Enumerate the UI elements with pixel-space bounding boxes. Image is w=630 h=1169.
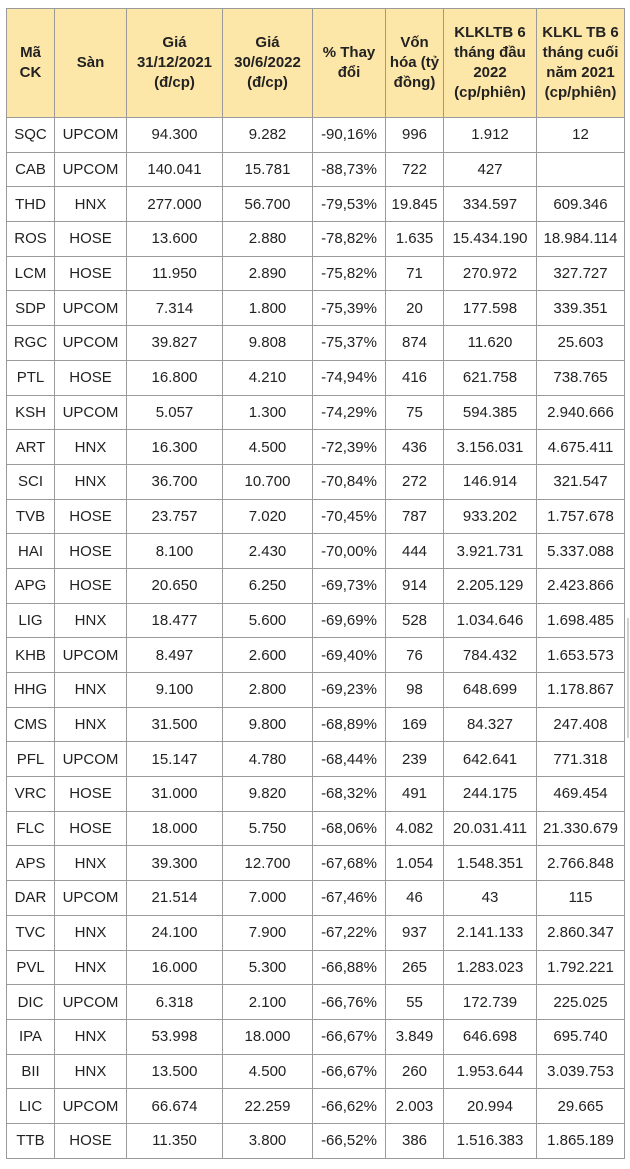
cell-ticker: LCM — [7, 256, 55, 291]
cell-volume-h1-2022: 177.598 — [444, 291, 537, 326]
cell-exchange: HNX — [55, 707, 127, 742]
cell-ticker: LIG — [7, 603, 55, 638]
cell-market-cap: 3.849 — [386, 1019, 444, 1054]
cell-volume-h2-2021: 12 — [537, 118, 625, 153]
cell-market-cap: 436 — [386, 430, 444, 465]
cell-ticker: CMS — [7, 707, 55, 742]
cell-exchange: HOSE — [55, 360, 127, 395]
cell-volume-h1-2022: 621.758 — [444, 360, 537, 395]
cell-price-2021: 21.514 — [127, 881, 223, 916]
cell-volume-h2-2021: 225.025 — [537, 985, 625, 1020]
cell-market-cap: 722 — [386, 152, 444, 187]
cell-exchange: HNX — [55, 464, 127, 499]
cell-market-cap: 20 — [386, 291, 444, 326]
cell-volume-h1-2022: 594.385 — [444, 395, 537, 430]
table-row — [7, 222, 625, 257]
cell-volume-h2-2021: 4.675.411 — [537, 430, 625, 465]
cell-price-2022: 9.808 — [223, 326, 313, 361]
cell-exchange: HNX — [55, 673, 127, 708]
cell-price-2022: 1.300 — [223, 395, 313, 430]
header-ticker: Mã CK — [7, 9, 55, 118]
cell-change: -66,52% — [313, 1123, 386, 1158]
cell-price-2022: 9.820 — [223, 777, 313, 812]
cell-change: -70,84% — [313, 464, 386, 499]
cell-volume-h2-2021: 321.547 — [537, 464, 625, 499]
cell-price-2022: 9.800 — [223, 707, 313, 742]
cell-volume-h1-2022: 3.921.731 — [444, 534, 537, 569]
cell-volume-h1-2022: 270.972 — [444, 256, 537, 291]
cell-change: -66,67% — [313, 1054, 386, 1089]
cell-volume-h1-2022: 642.641 — [444, 742, 537, 777]
cell-volume-h1-2022: 172.739 — [444, 985, 537, 1020]
cell-exchange: UPCOM — [55, 638, 127, 673]
cell-volume-h2-2021: 1.757.678 — [537, 499, 625, 534]
cell-volume-h1-2022: 146.914 — [444, 464, 537, 499]
table-row — [7, 950, 625, 985]
cell-price-2022: 4.500 — [223, 1054, 313, 1089]
cell-price-2022: 2.600 — [223, 638, 313, 673]
cell-price-2022: 9.282 — [223, 118, 313, 153]
cell-price-2022: 15.781 — [223, 152, 313, 187]
cell-volume-h2-2021: 1.865.189 — [537, 1123, 625, 1158]
cell-exchange: UPCOM — [55, 395, 127, 430]
cell-price-2022: 2.430 — [223, 534, 313, 569]
cell-price-2021: 36.700 — [127, 464, 223, 499]
cell-volume-h1-2022: 20.031.411 — [444, 811, 537, 846]
cell-ticker: VRC — [7, 777, 55, 812]
cell-price-2021: 24.100 — [127, 915, 223, 950]
table-row — [7, 811, 625, 846]
cell-volume-h2-2021: 771.318 — [537, 742, 625, 777]
cell-price-2021: 31.000 — [127, 777, 223, 812]
cell-ticker: DIC — [7, 985, 55, 1020]
cell-market-cap: 914 — [386, 568, 444, 603]
cell-market-cap: 2.003 — [386, 1089, 444, 1124]
cell-market-cap: 528 — [386, 603, 444, 638]
cell-price-2021: 5.057 — [127, 395, 223, 430]
cell-volume-h2-2021: 738.765 — [537, 360, 625, 395]
cell-price-2021: 16.800 — [127, 360, 223, 395]
cell-volume-h2-2021: 29.665 — [537, 1089, 625, 1124]
cell-ticker: APS — [7, 846, 55, 881]
cell-change: -70,45% — [313, 499, 386, 534]
cell-exchange: UPCOM — [55, 985, 127, 1020]
cell-market-cap: 787 — [386, 499, 444, 534]
cell-change: -69,73% — [313, 568, 386, 603]
cell-price-2021: 39.300 — [127, 846, 223, 881]
cell-ticker: BII — [7, 1054, 55, 1089]
cell-price-2022: 6.250 — [223, 568, 313, 603]
cell-market-cap: 996 — [386, 118, 444, 153]
cell-volume-h1-2022: 43 — [444, 881, 537, 916]
cell-volume-h1-2022: 2.141.133 — [444, 915, 537, 950]
cell-ticker: APG — [7, 568, 55, 603]
cell-market-cap: 937 — [386, 915, 444, 950]
cell-ticker: KSH — [7, 395, 55, 430]
cell-change: -75,82% — [313, 256, 386, 291]
cell-ticker: SCI — [7, 464, 55, 499]
cell-price-2021: 39.827 — [127, 326, 223, 361]
table-row — [7, 326, 625, 361]
cell-exchange: HNX — [55, 430, 127, 465]
cell-ticker: HAI — [7, 534, 55, 569]
cell-volume-h1-2022: 15.434.190 — [444, 222, 537, 257]
cell-market-cap: 260 — [386, 1054, 444, 1089]
cell-exchange: HOSE — [55, 222, 127, 257]
cell-volume-h2-2021: 327.727 — [537, 256, 625, 291]
cell-price-2022: 5.600 — [223, 603, 313, 638]
cell-volume-h2-2021: 469.454 — [537, 777, 625, 812]
cell-exchange: HNX — [55, 603, 127, 638]
cell-volume-h2-2021: 2.766.848 — [537, 846, 625, 881]
cell-exchange: UPCOM — [55, 881, 127, 916]
cell-change: -69,23% — [313, 673, 386, 708]
cell-price-2021: 16.300 — [127, 430, 223, 465]
cell-price-2021: 9.100 — [127, 673, 223, 708]
cell-price-2021: 11.350 — [127, 1123, 223, 1158]
cell-change: -72,39% — [313, 430, 386, 465]
cell-exchange: HOSE — [55, 568, 127, 603]
cell-price-2021: 277.000 — [127, 187, 223, 222]
cell-ticker: IPA — [7, 1019, 55, 1054]
cell-change: -69,40% — [313, 638, 386, 673]
cell-volume-h1-2022: 11.620 — [444, 326, 537, 361]
cell-market-cap: 265 — [386, 950, 444, 985]
table-row — [7, 568, 625, 603]
cell-ticker: RGC — [7, 326, 55, 361]
table-row — [7, 915, 625, 950]
cell-price-2021: 15.147 — [127, 742, 223, 777]
cell-ticker: PTL — [7, 360, 55, 395]
cell-volume-h1-2022: 1.516.383 — [444, 1123, 537, 1158]
cell-volume-h2-2021: 5.337.088 — [537, 534, 625, 569]
cell-volume-h1-2022: 2.205.129 — [444, 568, 537, 603]
header-exchange: Sàn — [55, 9, 127, 118]
header-volume-h2-2021: KLKL TB 6 tháng cuối năm 2021 (cp/phiên) — [537, 9, 625, 118]
cell-ticker: TVB — [7, 499, 55, 534]
cell-volume-h2-2021: 2.940.666 — [537, 395, 625, 430]
table-row — [7, 881, 625, 916]
cell-market-cap: 19.845 — [386, 187, 444, 222]
cell-exchange: HOSE — [55, 1123, 127, 1158]
cell-market-cap: 491 — [386, 777, 444, 812]
cell-price-2021: 53.998 — [127, 1019, 223, 1054]
table-row — [7, 603, 625, 638]
table-row — [7, 152, 625, 187]
cell-market-cap: 416 — [386, 360, 444, 395]
cell-ticker: KHB — [7, 638, 55, 673]
cell-market-cap: 1.054 — [386, 846, 444, 881]
cell-exchange: HNX — [55, 846, 127, 881]
cell-price-2021: 16.000 — [127, 950, 223, 985]
cell-ticker: TTB — [7, 1123, 55, 1158]
cell-volume-h2-2021: 3.039.753 — [537, 1054, 625, 1089]
cell-volume-h2-2021: 1.792.221 — [537, 950, 625, 985]
cell-ticker: ROS — [7, 222, 55, 257]
cell-ticker: SDP — [7, 291, 55, 326]
cell-volume-h1-2022: 1.912 — [444, 118, 537, 153]
cell-market-cap: 874 — [386, 326, 444, 361]
table-row — [7, 1123, 625, 1158]
table-row — [7, 430, 625, 465]
stock-decline-table — [6, 8, 625, 1159]
cell-price-2021: 11.950 — [127, 256, 223, 291]
cell-price-2022: 7.020 — [223, 499, 313, 534]
cell-volume-h2-2021: 18.984.114 — [537, 222, 625, 257]
cell-volume-h2-2021: 1.178.867 — [537, 673, 625, 708]
cell-volume-h2-2021: 1.698.485 — [537, 603, 625, 638]
cell-change: -68,44% — [313, 742, 386, 777]
cell-ticker: HHG — [7, 673, 55, 708]
cell-price-2022: 2.890 — [223, 256, 313, 291]
cell-exchange: HOSE — [55, 777, 127, 812]
cell-market-cap: 444 — [386, 534, 444, 569]
cell-price-2022: 22.259 — [223, 1089, 313, 1124]
cell-change: -67,22% — [313, 915, 386, 950]
cell-change: -68,89% — [313, 707, 386, 742]
cell-market-cap: 1.635 — [386, 222, 444, 257]
cell-price-2021: 66.674 — [127, 1089, 223, 1124]
cell-price-2022: 2.880 — [223, 222, 313, 257]
cell-price-2021: 94.300 — [127, 118, 223, 153]
cell-exchange: UPCOM — [55, 118, 127, 153]
table-row — [7, 187, 625, 222]
scroll-edge-line — [627, 618, 629, 738]
cell-change: -78,82% — [313, 222, 386, 257]
cell-volume-h1-2022: 334.597 — [444, 187, 537, 222]
cell-change: -90,16% — [313, 118, 386, 153]
cell-exchange: HNX — [55, 187, 127, 222]
cell-price-2022: 7.900 — [223, 915, 313, 950]
cell-price-2021: 140.041 — [127, 152, 223, 187]
table-row — [7, 464, 625, 499]
cell-price-2022: 4.500 — [223, 430, 313, 465]
cell-change: -66,88% — [313, 950, 386, 985]
cell-change: -68,06% — [313, 811, 386, 846]
cell-market-cap: 239 — [386, 742, 444, 777]
cell-market-cap: 46 — [386, 881, 444, 916]
table-row — [7, 1089, 625, 1124]
cell-market-cap: 75 — [386, 395, 444, 430]
cell-ticker: ART — [7, 430, 55, 465]
cell-price-2021: 8.100 — [127, 534, 223, 569]
header-price-2022: Giá 30/6/2022 (đ/cp) — [223, 9, 313, 118]
cell-exchange: UPCOM — [55, 1089, 127, 1124]
cell-volume-h1-2022: 933.202 — [444, 499, 537, 534]
cell-ticker: CAB — [7, 152, 55, 187]
cell-ticker: FLC — [7, 811, 55, 846]
cell-volume-h2-2021: 339.351 — [537, 291, 625, 326]
cell-price-2021: 6.318 — [127, 985, 223, 1020]
cell-change: -66,67% — [313, 1019, 386, 1054]
cell-change: -67,46% — [313, 881, 386, 916]
cell-change: -70,00% — [313, 534, 386, 569]
table-row — [7, 777, 625, 812]
cell-price-2022: 7.000 — [223, 881, 313, 916]
cell-volume-h1-2022: 646.698 — [444, 1019, 537, 1054]
cell-market-cap: 55 — [386, 985, 444, 1020]
cell-volume-h1-2022: 427 — [444, 152, 537, 187]
cell-market-cap: 272 — [386, 464, 444, 499]
cell-change: -75,39% — [313, 291, 386, 326]
cell-price-2021: 31.500 — [127, 707, 223, 742]
header-price-2021: Giá 31/12/2021 (đ/cp) — [127, 9, 223, 118]
table-row — [7, 742, 625, 777]
cell-price-2021: 13.500 — [127, 1054, 223, 1089]
table-row — [7, 638, 625, 673]
table-row — [7, 395, 625, 430]
cell-price-2021: 18.477 — [127, 603, 223, 638]
cell-volume-h2-2021: 247.408 — [537, 707, 625, 742]
cell-volume-h2-2021: 609.346 — [537, 187, 625, 222]
cell-market-cap: 169 — [386, 707, 444, 742]
cell-volume-h2-2021: 1.653.573 — [537, 638, 625, 673]
cell-exchange: HOSE — [55, 534, 127, 569]
cell-change: -79,53% — [313, 187, 386, 222]
table-row — [7, 673, 625, 708]
header-volume-h1-2022: KLKLTB 6 tháng đầu 2022 (cp/phiên) — [444, 9, 537, 118]
cell-price-2022: 10.700 — [223, 464, 313, 499]
header-row — [7, 9, 625, 118]
cell-exchange: HOSE — [55, 256, 127, 291]
table-row — [7, 707, 625, 742]
table-row — [7, 256, 625, 291]
cell-price-2021: 7.314 — [127, 291, 223, 326]
cell-change: -69,69% — [313, 603, 386, 638]
cell-market-cap: 386 — [386, 1123, 444, 1158]
cell-volume-h2-2021: 25.603 — [537, 326, 625, 361]
cell-price-2022: 2.800 — [223, 673, 313, 708]
cell-exchange: HNX — [55, 1054, 127, 1089]
table-row — [7, 1019, 625, 1054]
cell-exchange: UPCOM — [55, 326, 127, 361]
cell-change: -74,94% — [313, 360, 386, 395]
cell-change: -66,76% — [313, 985, 386, 1020]
table-row — [7, 534, 625, 569]
cell-ticker: DAR — [7, 881, 55, 916]
cell-volume-h1-2022: 244.175 — [444, 777, 537, 812]
cell-volume-h1-2022: 1.548.351 — [444, 846, 537, 881]
cell-exchange: UPCOM — [55, 152, 127, 187]
cell-exchange: UPCOM — [55, 742, 127, 777]
cell-market-cap: 4.082 — [386, 811, 444, 846]
cell-ticker: TVC — [7, 915, 55, 950]
cell-volume-h2-2021 — [537, 152, 625, 187]
cell-change: -68,32% — [313, 777, 386, 812]
cell-exchange: HOSE — [55, 499, 127, 534]
cell-change: -67,68% — [313, 846, 386, 881]
cell-volume-h1-2022: 20.994 — [444, 1089, 537, 1124]
cell-volume-h1-2022: 648.699 — [444, 673, 537, 708]
cell-ticker: THD — [7, 187, 55, 222]
table-body — [7, 118, 625, 1159]
table-row — [7, 118, 625, 153]
cell-volume-h1-2022: 784.432 — [444, 638, 537, 673]
cell-price-2022: 4.780 — [223, 742, 313, 777]
cell-price-2022: 3.800 — [223, 1123, 313, 1158]
cell-volume-h2-2021: 21.330.679 — [537, 811, 625, 846]
cell-ticker: SQC — [7, 118, 55, 153]
cell-exchange: UPCOM — [55, 291, 127, 326]
cell-change: -88,73% — [313, 152, 386, 187]
cell-market-cap: 76 — [386, 638, 444, 673]
table-row — [7, 1054, 625, 1089]
cell-price-2022: 2.100 — [223, 985, 313, 1020]
cell-volume-h2-2021: 2.423.866 — [537, 568, 625, 603]
cell-price-2021: 8.497 — [127, 638, 223, 673]
table-row — [7, 360, 625, 395]
cell-price-2022: 5.300 — [223, 950, 313, 985]
cell-price-2021: 20.650 — [127, 568, 223, 603]
cell-price-2022: 4.210 — [223, 360, 313, 395]
cell-volume-h2-2021: 115 — [537, 881, 625, 916]
cell-change: -74,29% — [313, 395, 386, 430]
cell-market-cap: 98 — [386, 673, 444, 708]
cell-volume-h1-2022: 3.156.031 — [444, 430, 537, 465]
cell-volume-h1-2022: 1.034.646 — [444, 603, 537, 638]
cell-exchange: HNX — [55, 950, 127, 985]
cell-ticker: LIC — [7, 1089, 55, 1124]
cell-exchange: HNX — [55, 1019, 127, 1054]
cell-price-2021: 13.600 — [127, 222, 223, 257]
header-market-cap: Vốn hóa (tỷ đồng) — [386, 9, 444, 118]
cell-volume-h2-2021: 695.740 — [537, 1019, 625, 1054]
cell-price-2022: 56.700 — [223, 187, 313, 222]
table-row — [7, 291, 625, 326]
cell-market-cap: 71 — [386, 256, 444, 291]
cell-change: -66,62% — [313, 1089, 386, 1124]
cell-price-2022: 5.750 — [223, 811, 313, 846]
cell-change: -75,37% — [313, 326, 386, 361]
cell-price-2022: 18.000 — [223, 1019, 313, 1054]
cell-price-2021: 18.000 — [127, 811, 223, 846]
cell-price-2021: 23.757 — [127, 499, 223, 534]
header-change: % Thay đổi — [313, 9, 386, 118]
cell-exchange: HNX — [55, 915, 127, 950]
cell-price-2022: 12.700 — [223, 846, 313, 881]
table-row — [7, 985, 625, 1020]
cell-price-2022: 1.800 — [223, 291, 313, 326]
table-row — [7, 846, 625, 881]
cell-volume-h1-2022: 1.283.023 — [444, 950, 537, 985]
cell-exchange: HOSE — [55, 811, 127, 846]
cell-ticker: PVL — [7, 950, 55, 985]
cell-ticker: PFL — [7, 742, 55, 777]
cell-volume-h1-2022: 1.953.644 — [444, 1054, 537, 1089]
cell-volume-h1-2022: 84.327 — [444, 707, 537, 742]
cell-volume-h2-2021: 2.860.347 — [537, 915, 625, 950]
table-row — [7, 499, 625, 534]
